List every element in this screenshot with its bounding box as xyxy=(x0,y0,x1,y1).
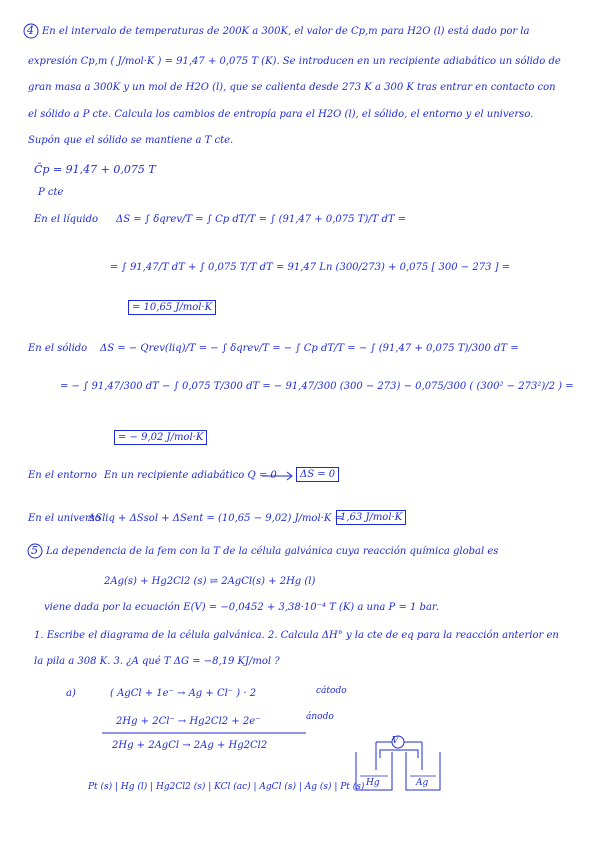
universo-equation: ΔSliq + ΔSsol + ΔSent = (10,65 − 9,02) J/mol·K = xyxy=(88,513,343,524)
entorno-result-box: ΔS = 0 xyxy=(296,467,339,482)
entorno-label: En el entorno xyxy=(28,470,97,481)
problem-5-statement-line: 1. Escribe el diagrama de la célula galvánica. 2. Calcula ΔH° y la cte de eq para la reacción anterior en xyxy=(34,630,559,641)
overall-reaction: 2Hg + 2AgCl → 2Ag + Hg2Cl2 xyxy=(112,740,268,751)
liquid-equation: ΔS = ∫ δqrev/T = ∫ Cp dT/T = ∫ (91,47 + 0,075 T)/T dT = xyxy=(116,214,407,225)
solid-result-box: = − 9,02 J/mol·K xyxy=(114,430,207,445)
cp-formula: C̄p = 91,47 + 0,075 T xyxy=(34,163,156,176)
half-reaction-anode: 2Hg + 2Cl⁻ → Hg2Cl2 + 2e⁻ xyxy=(116,716,261,727)
problem-5-statement-line: viene dada por la ecuación E(V) = −0,0452 + 3,38·10⁻⁴ T (K) a una P = 1 bar. xyxy=(44,602,439,613)
p-cte-note: P cte xyxy=(38,187,64,198)
entorno-text: En un recipiente adiabático Q = 0 xyxy=(104,470,277,481)
half-reaction-cathode: ( AgCl + 1e⁻ → Ag + Cl⁻ ) · 2 xyxy=(110,688,257,699)
solid-equation: = − ∫ 91,47/300 dT − ∫ 0,075 T/300 dT = − 91,47/300 (300 − 273) − 0,075/300 ( (300² − 273²)/2 ) = xyxy=(60,381,574,392)
sketch-label-right: Ag xyxy=(416,778,429,788)
problem-4-number: 4 xyxy=(27,24,34,37)
problem-4-statement-line: En el intervalo de temperaturas de 200K a 300K, el valor de Cp,m para H2O (l) está dado por la xyxy=(42,26,530,37)
problem-4-statement-line: expresión Cp,m ( J/mol·K ) = 91,47 + 0,075 T (K). Se introducen en un recipiente adiabático un sólido de xyxy=(28,56,561,67)
problem-4-statement-line: Supón que el sólido se mantiene a T cte. xyxy=(28,135,234,146)
universo-result-box: 1,63 J/mol·K xyxy=(336,510,406,525)
problem-5-statement-line: La dependencia de la fem con la T de la célula galvánica cuya reacción química global es xyxy=(46,546,499,557)
reaction-equation: 2Ag(s) + Hg2Cl2 (s) ⇌ 2AgCl(s) + 2Hg (l) xyxy=(104,576,316,587)
solid-equation: ΔS = − Qrev(liq)/T = − ∫ δqrev/T = − ∫ Cp dT/T = − ∫ (91,47 + 0,075 T)/300 dT = xyxy=(100,343,519,354)
liquid-result-box: = 10,65 J/mol·K xyxy=(128,300,216,315)
sketch-label-left: Hg xyxy=(366,778,380,788)
problem-5-number: 5 xyxy=(31,544,38,557)
voltmeter-icon: V xyxy=(392,736,399,746)
part-a-label: a) xyxy=(66,688,76,699)
solid-label: En el sólido xyxy=(28,343,88,354)
liquid-label: En el líquido xyxy=(34,214,99,225)
anode-tag: ánodo xyxy=(306,712,334,722)
cell-diagram: Pt (s) | Hg (l) | Hg2Cl2 (s) | KCl (ac) | AgCl (s) | Ag (s) | Pt (s) xyxy=(88,782,365,792)
problem-4-statement-line: el sólido a P cte. Calcula los cambios de entropía para el H2O (l), el sólido, el entorno y el universo. xyxy=(28,109,534,120)
cathode-tag: cátodo xyxy=(316,686,347,696)
problem-4-statement-line: gran masa a 300K y un mol de H2O (l), que se calienta desde 273 K a 300 K tras entrar en contacto con xyxy=(28,82,556,93)
problem-5-statement-line: la pila a 308 K. 3. ¿A qué T ΔG = −8,19 KJ/mol ? xyxy=(34,656,280,667)
liquid-equation: = ∫ 91,47/T dT + ∫ 0,075 T/T dT = 91,47 Ln (300/273) + 0,075 [ 300 − 273 ] = xyxy=(110,262,511,273)
universo-label: En el universo xyxy=(28,513,101,524)
